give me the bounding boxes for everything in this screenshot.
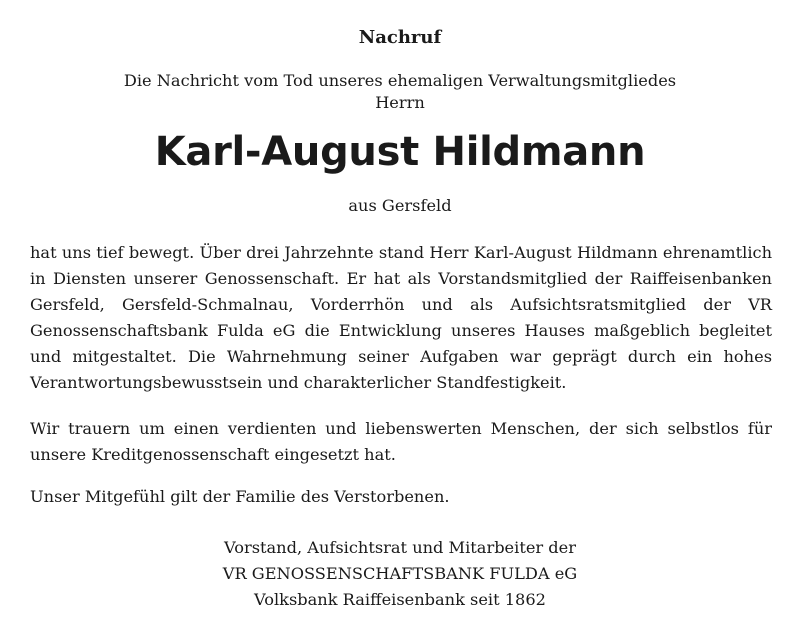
intro-text bbox=[0, 70, 800, 114]
body-paragraph-tribute: hat uns tief bewegt. Über drei Jahrzehnte stand Herr Karl-August Hildmann ehrenamtlich in Diensten unserer Genossenschaft. Er hat als Vorstandsmitglied der Raiffeisenbanken Gersfeld, Gersfeld-Schmalnau, Vorderrhön und als Aufsichtsratsmitglied der VR Genossenschaftsbank Fulda eG die Entwicklung unseres Hauses maßgeblich begleitet und mitgestaltet. Die Wahrnehmung seiner Aufgaben war geprägt durch ein hohes Verantwortungsbewusstsein und charakterlicher Standfestigkeit. bbox=[30, 243, 772, 392]
body-paragraph-mourning: Wir trauern um einen verdienten und liebenswerten Menschen, der sich selbstlos für unsere Kreditgenossenschaft eingesetzt hat. bbox=[30, 419, 772, 464]
intro-line-salutation: Herrn bbox=[375, 93, 425, 112]
notice-heading: Nachruf bbox=[358, 27, 442, 48]
deceased-origin: aus Gersfeld bbox=[348, 196, 452, 215]
signature-block bbox=[0, 535, 800, 613]
deceased-name: Karl-August Hildmann bbox=[154, 129, 646, 175]
signature-line-staff: Vorstand, Aufsichtsrat und Mitarbeiter der bbox=[224, 538, 576, 557]
signature-line-bank: VR GENOSSENSCHAFTSBANK FULDA eG bbox=[222, 564, 578, 583]
signature-line-since: Volksbank Raiffeisenbank seit 1862 bbox=[254, 590, 546, 609]
body-paragraph-condolence: Unser Mitgefühl gilt der Familie des Verstorbenen. bbox=[30, 487, 450, 506]
intro-line: Die Nachricht vom Tod unseres ehemaligen Verwaltungsmitgliedes bbox=[123, 71, 677, 90]
